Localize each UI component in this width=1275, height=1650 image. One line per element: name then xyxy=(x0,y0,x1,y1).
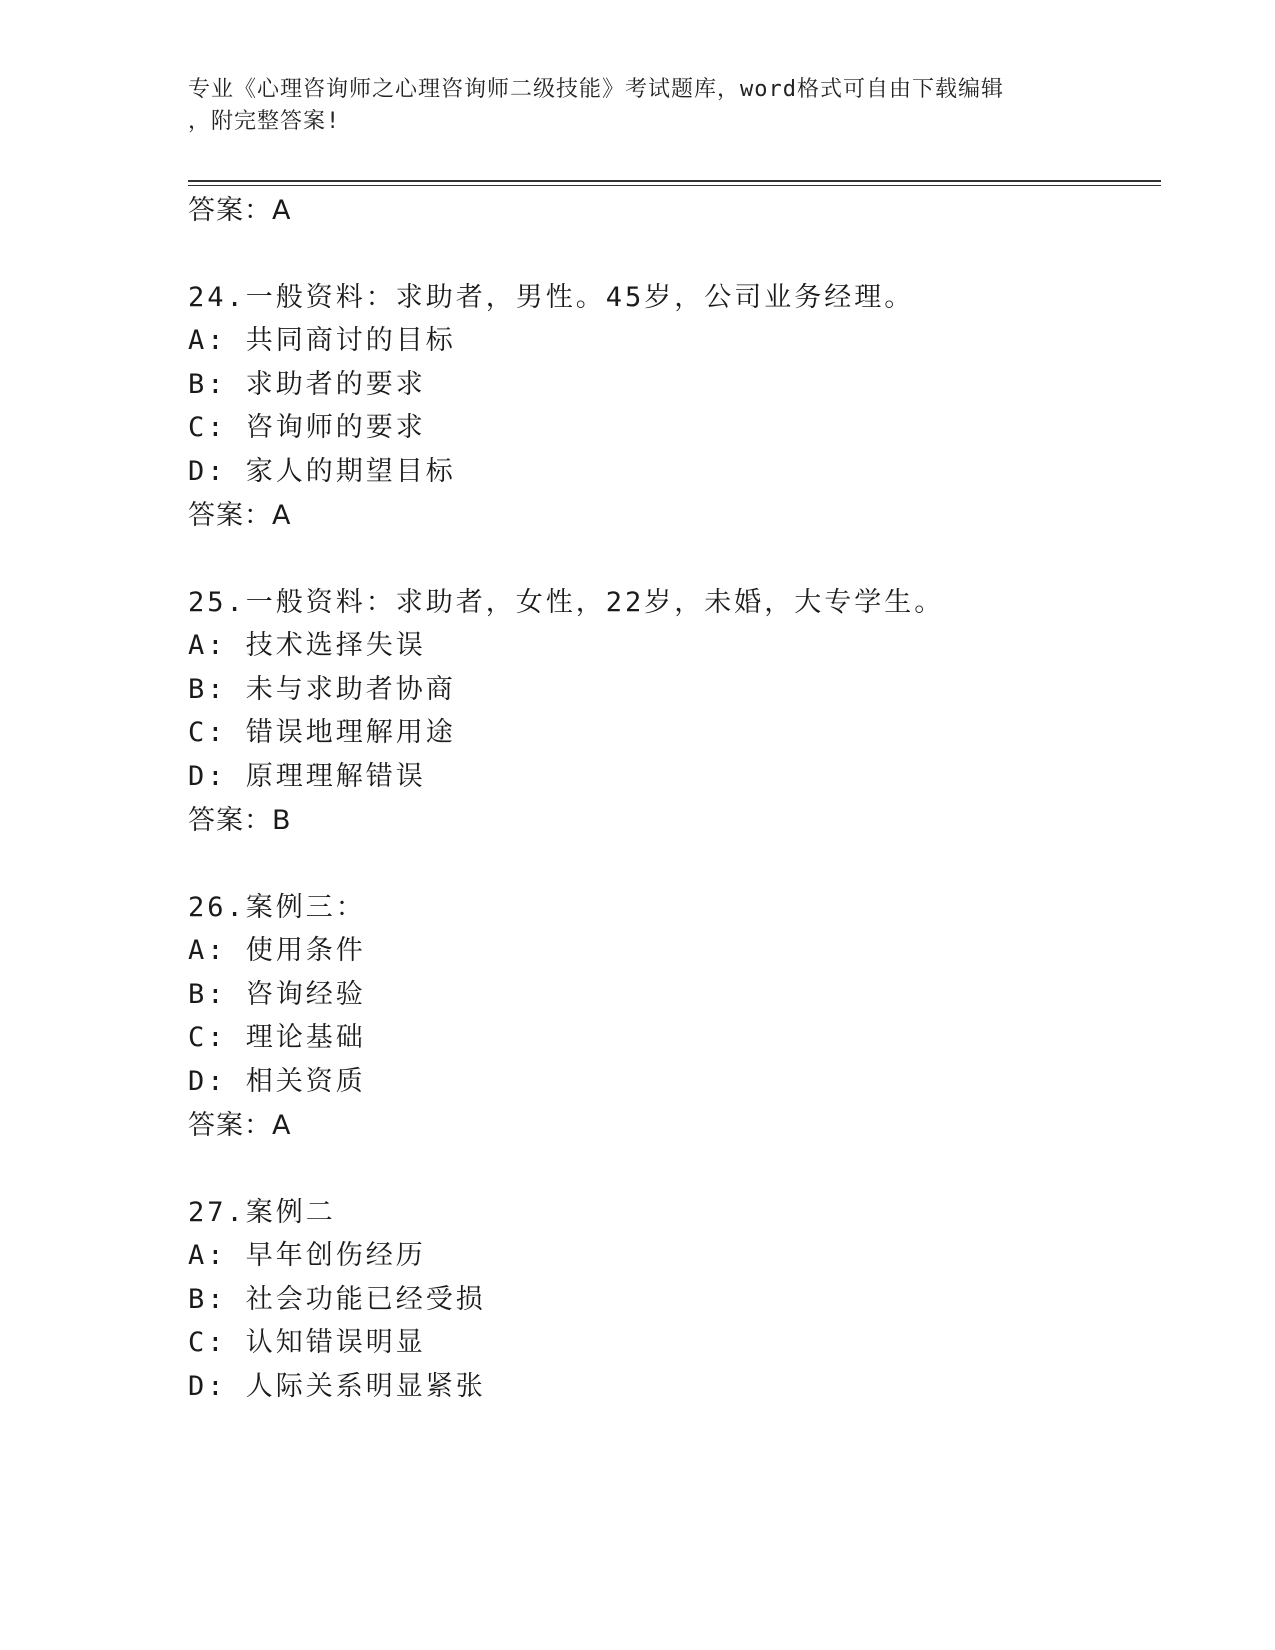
header-divider-thin xyxy=(188,185,1161,186)
answer-line: 答案：A xyxy=(188,195,292,226)
option-d: D: 相关资质 xyxy=(188,1066,366,1097)
option-a: A: 早年创伤经历 xyxy=(188,1240,426,1271)
answer-line: 答案：A xyxy=(188,1110,292,1141)
option-a: A: 共同商讨的目标 xyxy=(188,325,456,356)
header-line-1: 专业《心理咨询师之心理咨询师二级技能》考试题库，word格式可自由下载编辑 xyxy=(188,77,1004,102)
option-c: C: 理论基础 xyxy=(188,1022,366,1053)
option-a: A: 技术选择失误 xyxy=(188,630,426,661)
option-a: A: 使用条件 xyxy=(188,935,366,966)
option-d: D: 人际关系明显紧张 xyxy=(188,1371,486,1402)
option-b: B: 社会功能已经受损 xyxy=(188,1284,486,1315)
answer-line: 答案：B xyxy=(188,805,292,836)
option-b: B: 咨询经验 xyxy=(188,979,366,1010)
question-stem: 25.一般资料：求助者，女性，22岁，未婚，大专学生。 xyxy=(188,587,945,618)
option-b: B: 求助者的要求 xyxy=(188,369,426,400)
question-stem: 27.案例二 xyxy=(188,1197,336,1228)
question-stem: 26.案例三： xyxy=(188,892,366,923)
option-d: D: 家人的期望目标 xyxy=(188,456,456,487)
answer-line: 答案：A xyxy=(188,500,292,531)
header-divider xyxy=(188,180,1161,182)
header-line-2: ，附完整答案! xyxy=(188,109,341,134)
option-c: C: 认知错误明显 xyxy=(188,1327,426,1358)
option-c: C: 咨询师的要求 xyxy=(188,412,426,443)
option-b: B: 未与求助者协商 xyxy=(188,674,456,705)
option-d: D: 原理理解错误 xyxy=(188,761,426,792)
document-header xyxy=(188,74,1088,138)
option-c: C: 错误地理解用途 xyxy=(188,717,456,748)
question-stem: 24.一般资料：求助者，男性。45岁，公司业务经理。 xyxy=(188,282,915,313)
